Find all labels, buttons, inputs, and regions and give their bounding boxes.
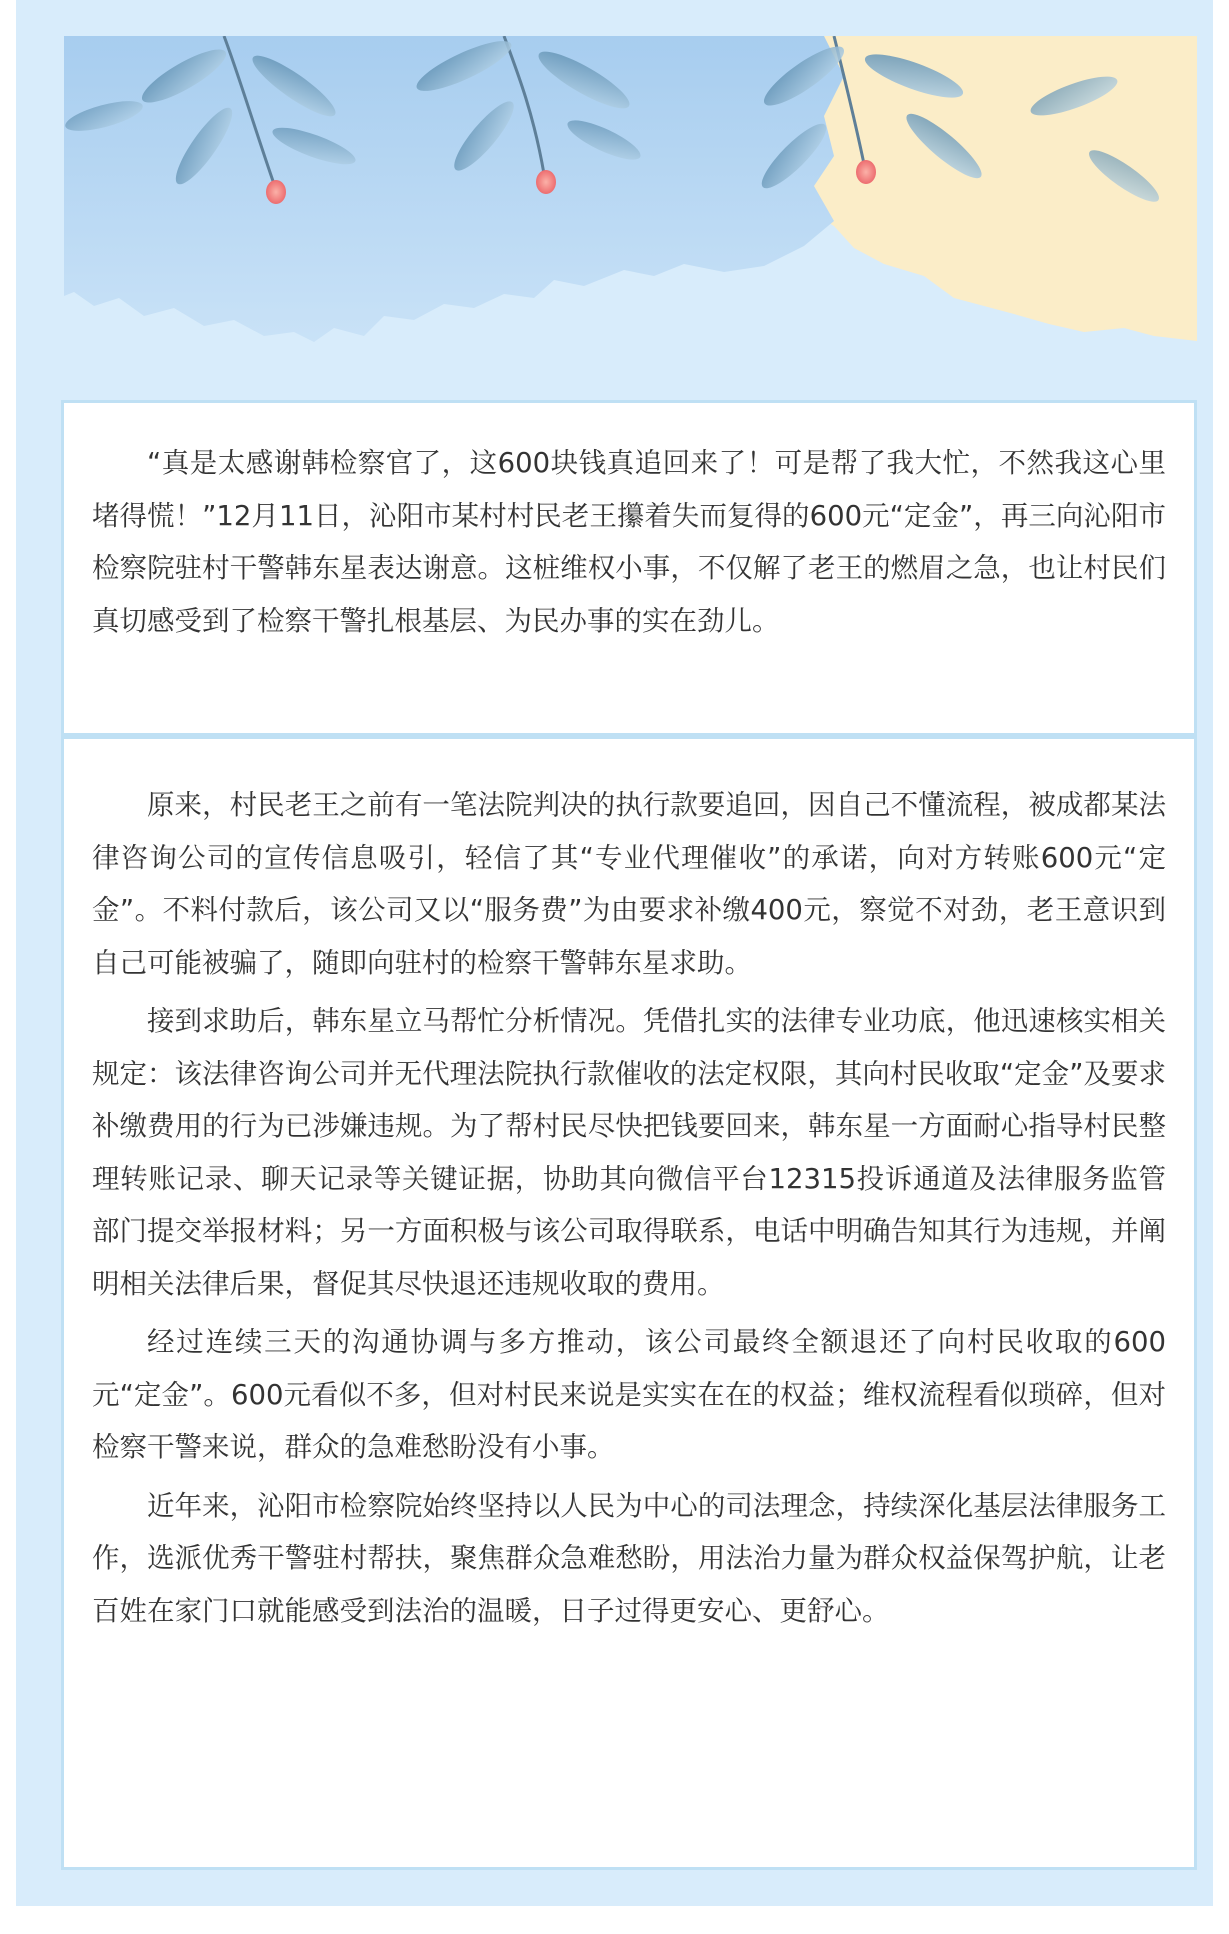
- paragraph: 接到求助后，韩东星立马帮忙分析情况。凭借扎实的法律专业功底，他迅速核实相关规定：该法律咨询公司并无代理法院执行款催收的法定权限，其向村民收取“定金”及要求补缴费用的行为已涉嫌违规。为了帮村民尽快把钱要回来，韩东星一方面耐心指导村民整理转账记录、聊天记录等关键证据，协助其向微信平台12315投诉通道及法律服务监管部门提交举报材料；另一方面积极与该公司取得联系，电话中明确告知其行为违规，并阐明相关法律后果，督促其尽快退还违规收取的费用。: [92, 1005, 1166, 1300]
- page-frame: [16, 0, 1213, 1906]
- intro-card: [61, 400, 1197, 736]
- paragraph: 经过连续三天的沟通协调与多方推动，该公司最终全额退还了向村民收取的600元“定金”。600元看似不多，但对村民来说是实实在在的权益；维权流程看似琐碎，但对检察干警来说，群众的急难愁盼没有小事。: [92, 1326, 1166, 1463]
- flower-bud: [536, 170, 556, 194]
- paragraph: 原来，村民老王之前有一笔法院判决的执行款要追回，因自己不懂流程，被成都某法律咨询公司的宣传信息吸引，轻信了其“专业代理催收”的承诺，向对方转账600元“定金”。不料付款后，该公司又以“服务费”为由要求补缴400元，察觉不对劲，老王意识到自己可能被骗了，随即向驻村的检察干警韩东星求助。: [92, 789, 1166, 979]
- paragraph: “真是太感谢韩检察官了，这600块钱真追回来了！可是帮了我大忙，不然我这心里堵得慌！”12月11日，沁阳市某村村民老王攥着失而复得的600元“定金”，再三向沁阳市检察院驻村干警韩东星表达谢意。这桩维权小事，不仅解了老王的燃眉之急，也让村民们真切感受到了检察干警扎根基层、为民办事的实在劲儿。: [92, 447, 1166, 637]
- floral-illustration: [64, 36, 1197, 352]
- flower-bud: [266, 180, 286, 204]
- body-card: [61, 736, 1197, 1870]
- flower-bud: [856, 160, 876, 184]
- paragraph: 近年来，沁阳市检察院始终坚持以人民为中心的司法理念，持续深化基层法律服务工作，选派优秀干警驻村帮扶，聚焦群众急难愁盼，用法治力量为群众权益保驾护航，让老百姓在家门口就能感受到法治的温暖，日子过得更安心、更舒心。: [92, 1489, 1166, 1627]
- floral-banner: [64, 36, 1197, 352]
